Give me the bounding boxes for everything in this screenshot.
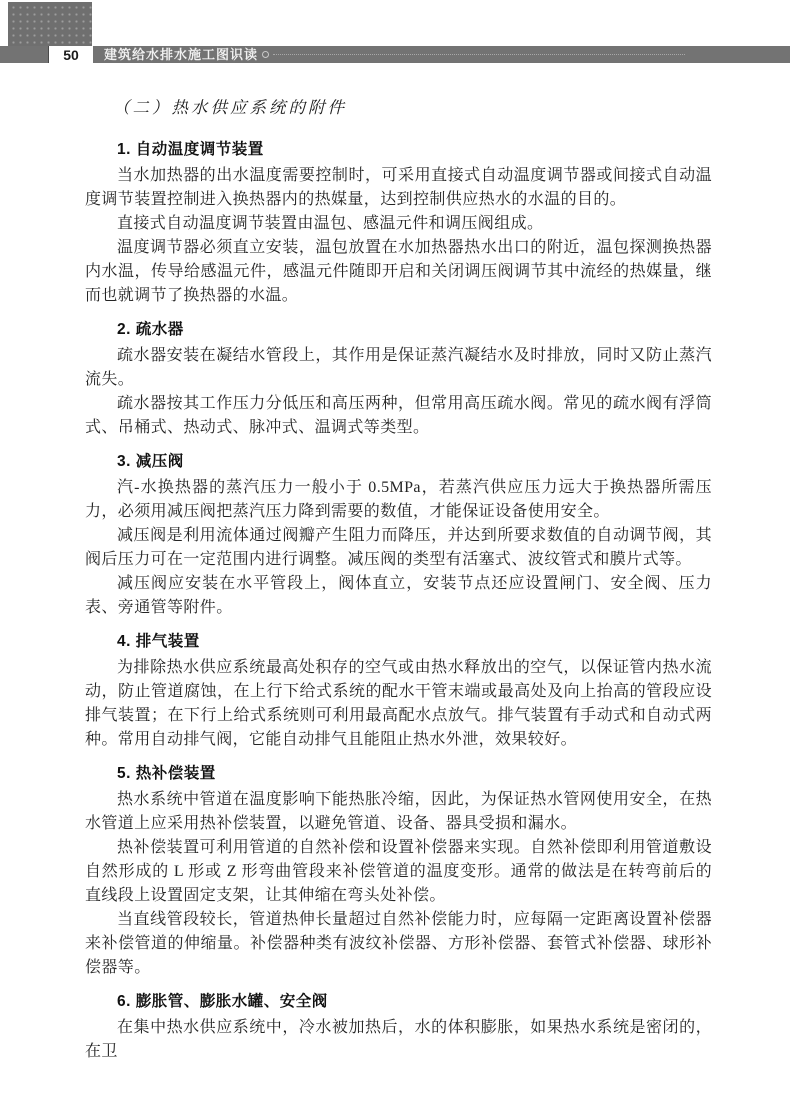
paragraph: 疏水器安装在凝结水管段上，其作用是保证蒸汽凝结水及时排放，同时又防止蒸汽流失。	[85, 347, 712, 388]
numbered-heading: 5. 热补偿装置	[117, 765, 216, 782]
paragraph: 汽-水换热器的蒸汽压力一般小于 0.5MPa，若蒸汽供应压力远大于换热器所需压力，必须用减压阀把蒸汽压力降到需要的数值，才能保证设备使用安全。	[85, 479, 712, 520]
book-title: 建筑给水排水施工图识读	[104, 47, 259, 62]
numbered-heading: 3. 减压阀	[117, 453, 184, 470]
paragraph: 减压阀是利用流体通过阀瓣产生阻力而降压，并达到所要求数值的自动调节阀，其阀后压力可在一定范围内进行调整。减压阀的类型有活塞式、波纹管式和膜片式等。	[85, 527, 712, 568]
page-number: 50	[48, 46, 93, 63]
paragraph: 疏水器按其工作压力分低压和高压两种，但常用高压疏水阀。常见的疏水阀有浮筒式、吊桶式、热动式、脉冲式、温调式等类型。	[85, 395, 712, 436]
section-heading: （二）热水供应系统的附件	[113, 98, 347, 117]
paragraph: 热补偿装置可利用管道的自然补偿和设置补偿器来实现。自然补偿即利用管道敷设自然形成的 L 形或 Z 形弯曲管段来补偿管道的温度变形。通常的做法是在转弯前后的直线段上设置固定支架，让其伸缩在弯头处补偿。	[85, 839, 712, 904]
text-column	[85, 96, 712, 1064]
numbered-heading: 6. 膨胀管、膨胀水罐、安全阀	[117, 993, 328, 1010]
running-header-bar	[0, 46, 790, 63]
dotted-rule	[273, 54, 685, 55]
paragraph: 直接式自动温度调节装置由温包、感温元件和调压阀组成。	[117, 215, 544, 232]
paragraph: 当直线管段较长，管道热伸长量超过自然补偿能力时，应每隔一定距离设置补偿器来补偿管道的伸缩量。补偿器种类有波纹补偿器、方形补偿器、套管式补偿器、球形补偿器等。	[85, 911, 712, 976]
paragraph: 为排除热水供应系统最高处积存的空气或由热水释放出的空气，以保证管内热水流动，防止管道腐蚀，在上行下给式系统的配水干管末端或最高处及向上抬高的管段应设排气装置；在下行上给式系统则可利用最高配水点放气。排气装置有手动式和自动式两种。常用自动排气阀，它能自动排气且能阻止热水外泄，效果较好。	[85, 659, 712, 748]
header-ornament	[262, 46, 685, 63]
corner-texture-block	[8, 2, 92, 46]
circle-ornament-icon	[262, 51, 269, 58]
paragraph: 减压阀应安装在水平管段上，阀体直立，安装节点还应设置闸门、安全阀、压力表、旁通管等附件。	[85, 575, 712, 616]
numbered-heading: 1. 自动温度调节装置	[117, 141, 264, 158]
numbered-heading: 4. 排气装置	[117, 633, 200, 650]
paragraph: 当水加热器的出水温度需要控制时，可采用直接式自动温度调节器或间接式自动温度调节装置控制进入换热器内的热媒量，达到控制供应热水的水温的目的。	[85, 167, 712, 208]
paragraph: 热水系统中管道在温度影响下能热胀冷缩，因此，为保证热水管网使用安全，在热水管道上应采用热补偿装置，以避免管道、设备、器具受损和漏水。	[85, 791, 712, 832]
numbered-heading: 2. 疏水器	[117, 321, 184, 338]
paragraph: 温度调节器必须直立安装，温包放置在水加热器热水出口的附近，温包探测换热器内水温，传导给感温元件，感温元件随即开启和关闭调压阀调节其中流经的热媒量，继而也就调节了换热器的水温。	[85, 239, 712, 304]
paragraph: 在集中热水供应系统中，冷水被加热后，水的体积膨胀，如果热水系统是密闭的，在卫	[85, 1019, 712, 1060]
